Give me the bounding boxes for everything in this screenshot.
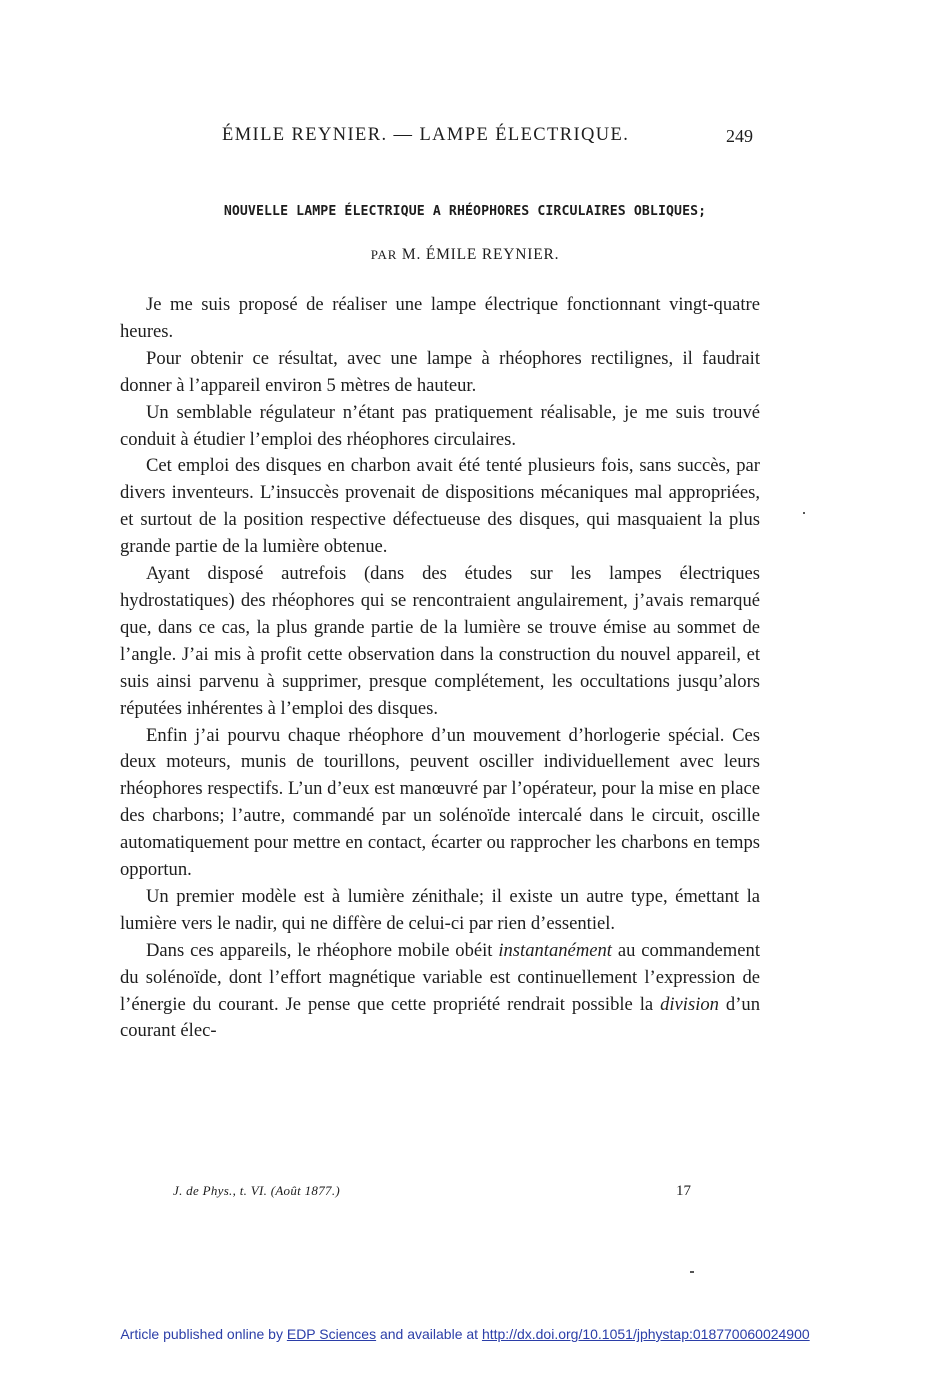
emphasis-division: division [660,993,719,1015]
byline [0,246,930,264]
paragraph: Ayant disposé autrefois (dans des études sur les lampes électriques hydrostatiques) des rhéophores qui se rencontraient angulairement, j’avais remarqué que, dans ce cas, la plus grande partie de la lumière se trouve émise au sommet de l’angle. J’ai mis à profit cette observation dans la construction du nouvel appareil, et suis ainsi parvenu à supprimer, presque complétement, les occultations jusqu’alors réputées inhérentes à l’emploi des disques. [120,563,760,719]
paragraph [120,938,760,1046]
emphasis-instantanement: instantanément [498,939,612,961]
banner-middle: and available at [376,1326,482,1342]
journal-reference: J. de Phys., t. VI. (Août 1877.) [173,1183,341,1198]
scan-speck [690,1271,694,1273]
banner-prefix: Article published online by [120,1326,287,1342]
paragraph: Cet emploi des disques en charbon avait été tenté plusieurs fois, sans succès, par divers inventeurs. L’insuccès provenait de dispositions mécaniques mal appropriées, et surtout de la position respective défectueuse des disques, qui masquaient la plus grande partie de la lumière obtenue. [120,455,760,558]
byline-name: M. ÉMILE REYNIER. [401,246,560,263]
article-body [120,292,760,1045]
publisher-banner [0,1326,930,1342]
page-number: 249 [726,126,753,146]
scan-speck [803,512,805,514]
page-footer [0,1183,930,1205]
paragraph: Je me suis proposé de réaliser une lampe électrique fonctionnant vingt-quatre heures. [120,294,760,342]
text-run: d’un courant élec- [120,993,761,1042]
publisher-link[interactable]: EDP Sciences [286,1326,377,1342]
paragraph: Enfin j’ai pourvu chaque rhéophore d’un mouvement d’horlogerie spécial. Ces deux moteurs, munis de tourillons, peuvent osciller individuellement avec leurs rhéophores respectifs. L’un d’eux est manœuvré par l’opérateur, pour la mise en place des charbons; l’autre, commandé par un solénoïde intercalé dans le circuit, oscille automatiquement pour mettre en contact, écarter ou rapprocher les charbons en temps opportun. [120,724,760,881]
running-head [0,125,930,151]
byline-prefix: PAR [370,247,398,262]
paragraph: Un semblable régulateur n’étant pas pratiquement réalisable, je me suis trouvé conduit à étudier l’emploi des rhéophores circulaires. [120,401,760,450]
article-title: NOUVELLE LAMPE ÉLECTRIQUE A RHÉOPHORES CIRCULAIRES OBLIQUES; [223,204,707,219]
sheet-number: 17 [676,1183,691,1199]
doi-link[interactable]: http://dx.doi.org/10.1051/jphystap:018770060024900 [481,1326,810,1342]
paragraph: Pour obtenir ce résultat, avec une lampe à rhéophores rectilignes, il faudrait donner à l’appareil environ 5 mètres de hauteur. [120,347,760,396]
text-run: Dans ces appareils, le rhéophore mobile obéit [146,939,499,961]
running-title: ÉMILE REYNIER. — LAMPE ÉLECTRIQUE. [222,125,630,145]
paragraph: Un premier modèle est à lumière zénithale; il existe un autre type, émettant la lumière vers le nadir, qui ne diffère de celui-ci par rien d’essentiel. [120,885,760,934]
text-run: au commandement du solénoïde, dont l’effort magnétique variable est continuellement l’expression de l’énergie du courant. Je pense que cette propriété rendrait possible la [120,939,760,1015]
